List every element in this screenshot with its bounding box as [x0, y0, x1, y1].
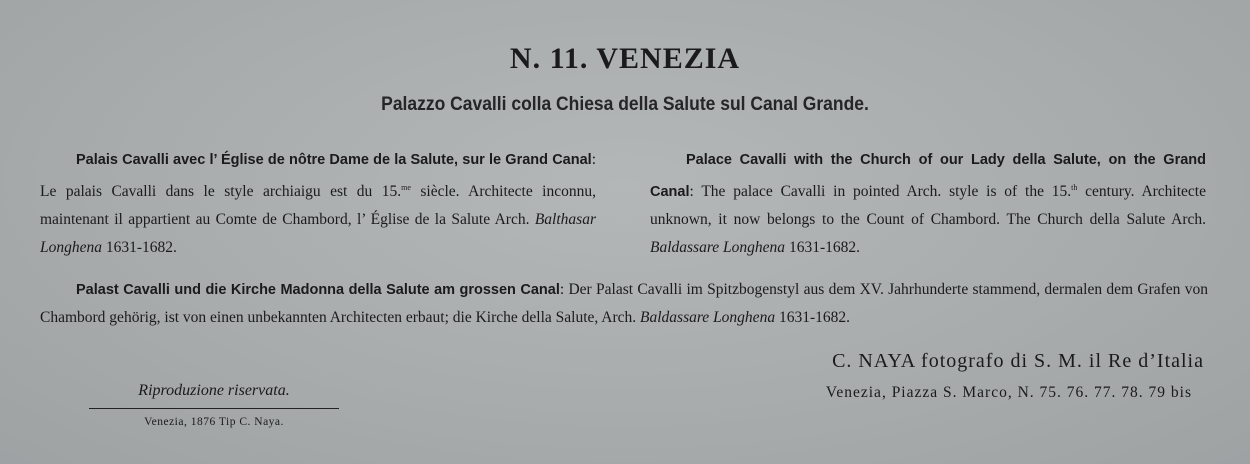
english-lead: Palace Cavalli with the Church of our Lady della Salute, on the Grand Canal — [650, 152, 1206, 201]
english-paragraph — [650, 146, 1206, 262]
french-text-a: : Le palais Cavalli dans le style archiaigu est du 15. — [40, 151, 596, 201]
page-title: N. 11. VENEZIA — [509, 42, 741, 75]
french-years: 1631-1682. — [102, 239, 177, 257]
french-architect: Balthasar Longhena — [40, 211, 596, 257]
english-text-a: : The palace Cavalli in pointed Arch. style is of the 15. — [689, 183, 1072, 201]
french-text-b: siècle. Architecte inconnu, maintenant il appartient au Comte de Chambord, l’ Église de la Salute Arch. — [40, 183, 596, 229]
divider-rule — [89, 408, 339, 409]
english-years: 1631-1682. — [785, 239, 860, 257]
english-ordinal: th — [1071, 183, 1078, 192]
printer-imprint: Venezia, 1876 Tip C. Naya. — [144, 416, 284, 428]
german-text-a: : Der Palast Cavalli im Spitzbogenstyl aus dem XV. Jahrhunderte stammend, dermalen dem Grafen von Chambord gehörig, ist von einen unbekannten Architecten erbaut; die Kirche della Salute, Arch. — [40, 281, 1208, 326]
german-architect: Baldassare Longhena — [640, 309, 776, 326]
french-paragraph — [40, 146, 596, 262]
english-text-b: century. Architecte unknown, it now belongs to the Count of Chambord. The Church della Salute Arch. — [650, 183, 1206, 229]
german-lead: Palast Cavalli und die Kirche Madonna della Salute am grossen Canal — [76, 282, 560, 298]
french-lead: Palais Cavalli avec l’ Église de nôtre Dame de la Salute, sur le Grand Canal — [76, 152, 592, 168]
french-ordinal: me — [401, 183, 411, 192]
photographer-credit: C. NAYA fotografo di S. M. il Re d’Italia — [832, 350, 1204, 372]
studio-address: Venezia, Piazza S. Marco, N. 75. 76. 77. 78. 79 bis — [825, 384, 1192, 401]
german-paragraph — [40, 276, 1208, 332]
german-years: 1631-1682. — [775, 309, 850, 326]
english-architect: Baldassare Longhena — [650, 239, 786, 257]
page-subtitle: Palazzo Cavalli colla Chiesa della Salute sul Canal Grande. — [381, 94, 869, 115]
rights-notice: Riproduzione riservata. — [138, 382, 290, 399]
